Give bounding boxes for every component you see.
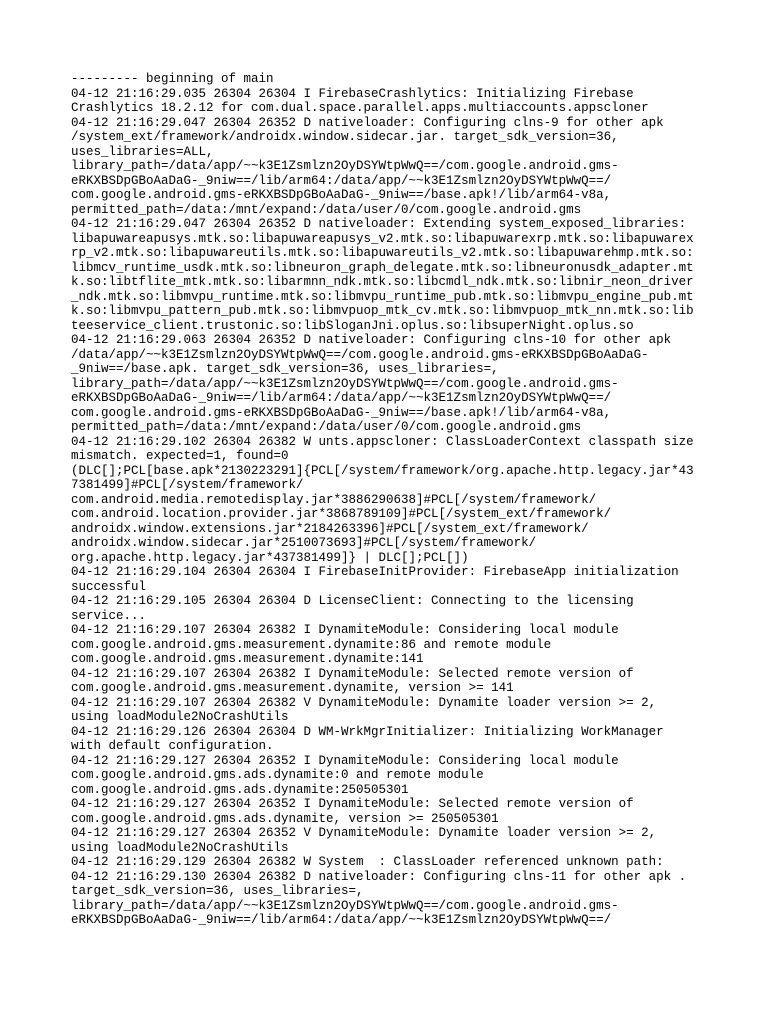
- log-line: service...: [71, 608, 147, 623]
- log-line: (DLC[];PCL[base.apk*2130223291]{PCL[/system/framework/org.apache.http.legacy.jar*43: [71, 463, 694, 478]
- log-line: teeservice_client.trustonic.so:libSloganJni.oplus.so:libsuperNight.oplus.so: [71, 318, 634, 333]
- log-line: uses_libraries=ALL,: [71, 144, 214, 159]
- log-line: com.google.android.gms.measurement.dynamite:141: [71, 652, 424, 666]
- log-line: mismatch. expected=1, found=0: [71, 449, 289, 463]
- log-line: permitted_path=/data:/mnt/expand:/data/user/0/com.google.android.gms: [71, 202, 582, 217]
- log-line: libapuwareapusys.mtk.so:libapuwareapusys_v2.mtk.so:libapuwarexrp.mtk.so:libapuwarex: [71, 231, 694, 246]
- log-line: 04-12 21:16:29.127 26304 26352 V DynamiteModule: Dynamite loader version >= 2,: [71, 826, 657, 840]
- log-line: eRKXBSDpGBoAaDaG-_9niw==/lib/arm64:/data/app/~~k3E1Zsmlzn2OyDSYWtpWwQ==/: [71, 913, 612, 927]
- log-line: 04-12 21:16:29.102 26304 26382 W unts.appscloner: ClassLoaderContext classpath size: [71, 434, 694, 449]
- log-line: using loadModule2NoCrashUtils: [71, 840, 289, 855]
- log-line: 04-12 21:16:29.129 26304 26382 W System : ClassLoader referenced unknown path:: [71, 855, 664, 869]
- log-line: 04-12 21:16:29.104 26304 26304 I FirebaseInitProvider: FirebaseApp initialization: [71, 565, 679, 579]
- log-line: 04-12 21:16:29.107 26304 26382 I DynamiteModule: Considering local module: [71, 623, 619, 637]
- log-line: 04-12 21:16:29.107 26304 26382 I DynamiteModule: Selected remote version of: [71, 666, 634, 681]
- log-output: [71, 72, 711, 928]
- log-line: com.google.android.gms.ads.dynamite, version >= 250505301: [71, 811, 499, 826]
- log-line: 04-12 21:16:29.130 26304 26382 D nativeloader: Configuring clns-11 for other apk .: [71, 869, 687, 884]
- log-line: k.so:libmvpu_pattern_pub.mtk.so:libmvpuop_mtk_cv.mtk.so:libmvpuop_mtk_nn.mtk.so:lib: [71, 304, 694, 318]
- log-line: successful: [71, 579, 147, 594]
- log-line: /system_ext/framework/androidx.window.sidecar.jar. target_sdk_version=36,: [71, 130, 619, 144]
- log-line: com.google.android.gms-eRKXBSDpGBoAaDaG-_9niw==/base.apk!/lib/arm64-v8a,: [71, 188, 612, 202]
- log-line: com.google.android.gms.measurement.dynamite:86 and remote module: [71, 637, 552, 652]
- log-line: libmcv_runtime_usdk.mtk.so:libneuron_graph_delegate.mtk.so:libneuronusdk_adapter.mt: [71, 260, 694, 275]
- log-line: com.google.android.gms.measurement.dynamite, version >= 141: [71, 681, 514, 695]
- log-line: eRKXBSDpGBoAaDaG-_9niw==/lib/arm64:/data/app/~~k3E1Zsmlzn2OyDSYWtpWwQ==/: [71, 391, 612, 405]
- log-line: 04-12 21:16:29.063 26304 26352 D nativeloader: Configuring clns-10 for other apk: [71, 333, 672, 347]
- log-line: target_sdk_version=36, uses_libraries=,: [71, 884, 364, 898]
- log-line: permitted_path=/data:/mnt/expand:/data/user/0/com.google.android.gms: [71, 420, 582, 434]
- log-line: library_path=/data/app/~~k3E1Zsmlzn2OyDSYWtpWwQ==/com.google.android.gms-: [71, 898, 619, 913]
- log-line: _ndk.mtk.so:libmvpu_runtime.mtk.so:libmvpu_runtime_pub.mtk.so:libmvpu_engine_pub.mt: [71, 289, 694, 304]
- log-line: 04-12 21:16:29.047 26304 26352 D nativeloader: Extending system_exposed_libraries:: [71, 217, 687, 231]
- log-line: 04-12 21:16:29.105 26304 26304 D LicenseClient: Connecting to the licensing: [71, 594, 634, 608]
- log-line: 04-12 21:16:29.107 26304 26382 V DynamiteModule: Dynamite loader version >= 2,: [71, 695, 657, 710]
- log-line: with default configuration.: [71, 739, 274, 753]
- log-line: rp_v2.mtk.so:libapuwareutils.mtk.so:libapuwareutils_v2.mtk.so:libapuwarehmp.mtk.so:: [71, 246, 694, 260]
- log-line: 04-12 21:16:29.035 26304 26304 I FirebaseCrashlytics: Initializing Firebase: [71, 86, 634, 101]
- log-line: com.android.location.provider.jar*3868789109]#PCL[/system_ext/framework/: [71, 507, 612, 521]
- log-line: 04-12 21:16:29.127 26304 26352 I DynamiteModule: Selected remote version of: [71, 797, 634, 811]
- log-line: 04-12 21:16:29.127 26304 26352 I DynamiteModule: Considering local module: [71, 753, 619, 768]
- log-line: com.android.media.remotedisplay.jar*3886290638]#PCL[/system/framework/: [71, 492, 597, 507]
- log-line: library_path=/data/app/~~k3E1Zsmlzn2OyDSYWtpWwQ==/com.google.android.gms-: [71, 159, 619, 173]
- log-line: eRKXBSDpGBoAaDaG-_9niw==/lib/arm64:/data/app/~~k3E1Zsmlzn2OyDSYWtpWwQ==/: [71, 173, 612, 188]
- log-line: com.google.android.gms.ads.dynamite:250505301: [71, 782, 409, 797]
- log-line: 04-12 21:16:29.047 26304 26352 D nativeloader: Configuring clns-9 for other apk: [71, 115, 664, 130]
- log-line: androidx.window.extensions.jar*2184263396]#PCL[/system_ext/framework/: [71, 521, 589, 536]
- log-line: using loadModule2NoCrashUtils: [71, 710, 289, 724]
- log-line: com.google.android.gms.ads.dynamite:0 and remote module: [71, 768, 484, 782]
- log-line: org.apache.http.legacy.jar*437381499]} | DLC[];PCL[]): [71, 550, 469, 565]
- log-line: library_path=/data/app/~~k3E1Zsmlzn2OyDSYWtpWwQ==/com.google.android.gms-: [71, 376, 619, 391]
- log-line: com.google.android.gms-eRKXBSDpGBoAaDaG-_9niw==/base.apk!/lib/arm64-v8a,: [71, 405, 612, 420]
- log-line: Crashlytics 18.2.12 for com.dual.space.parallel.apps.multiaccounts.appscloner: [71, 101, 649, 115]
- log-line: 04-12 21:16:29.126 26304 26304 D WM-WrkMgrInitializer: Initializing WorkManager: [71, 724, 664, 739]
- log-line: androidx.window.sidecar.jar*2510073693]#PCL[/system/framework/: [71, 536, 537, 550]
- log-line: _9niw==/base.apk. target_sdk_version=36, uses_libraries=,: [71, 362, 499, 376]
- log-line: /data/app/~~k3E1Zsmlzn2OyDSYWtpWwQ==/com.google.android.gms-eRKXBSDpGBoAaDaG-: [71, 347, 649, 362]
- log-line: k.so:libtflite_mtk.mtk.so:libarmnn_ndk.mtk.so:libcmdl_ndk.mtk.so:libnir_neon_driver: [71, 275, 694, 289]
- log-line: --------- beginning of main: [71, 72, 274, 86]
- log-line: 7381499]#PCL[/system/framework/: [71, 478, 304, 492]
